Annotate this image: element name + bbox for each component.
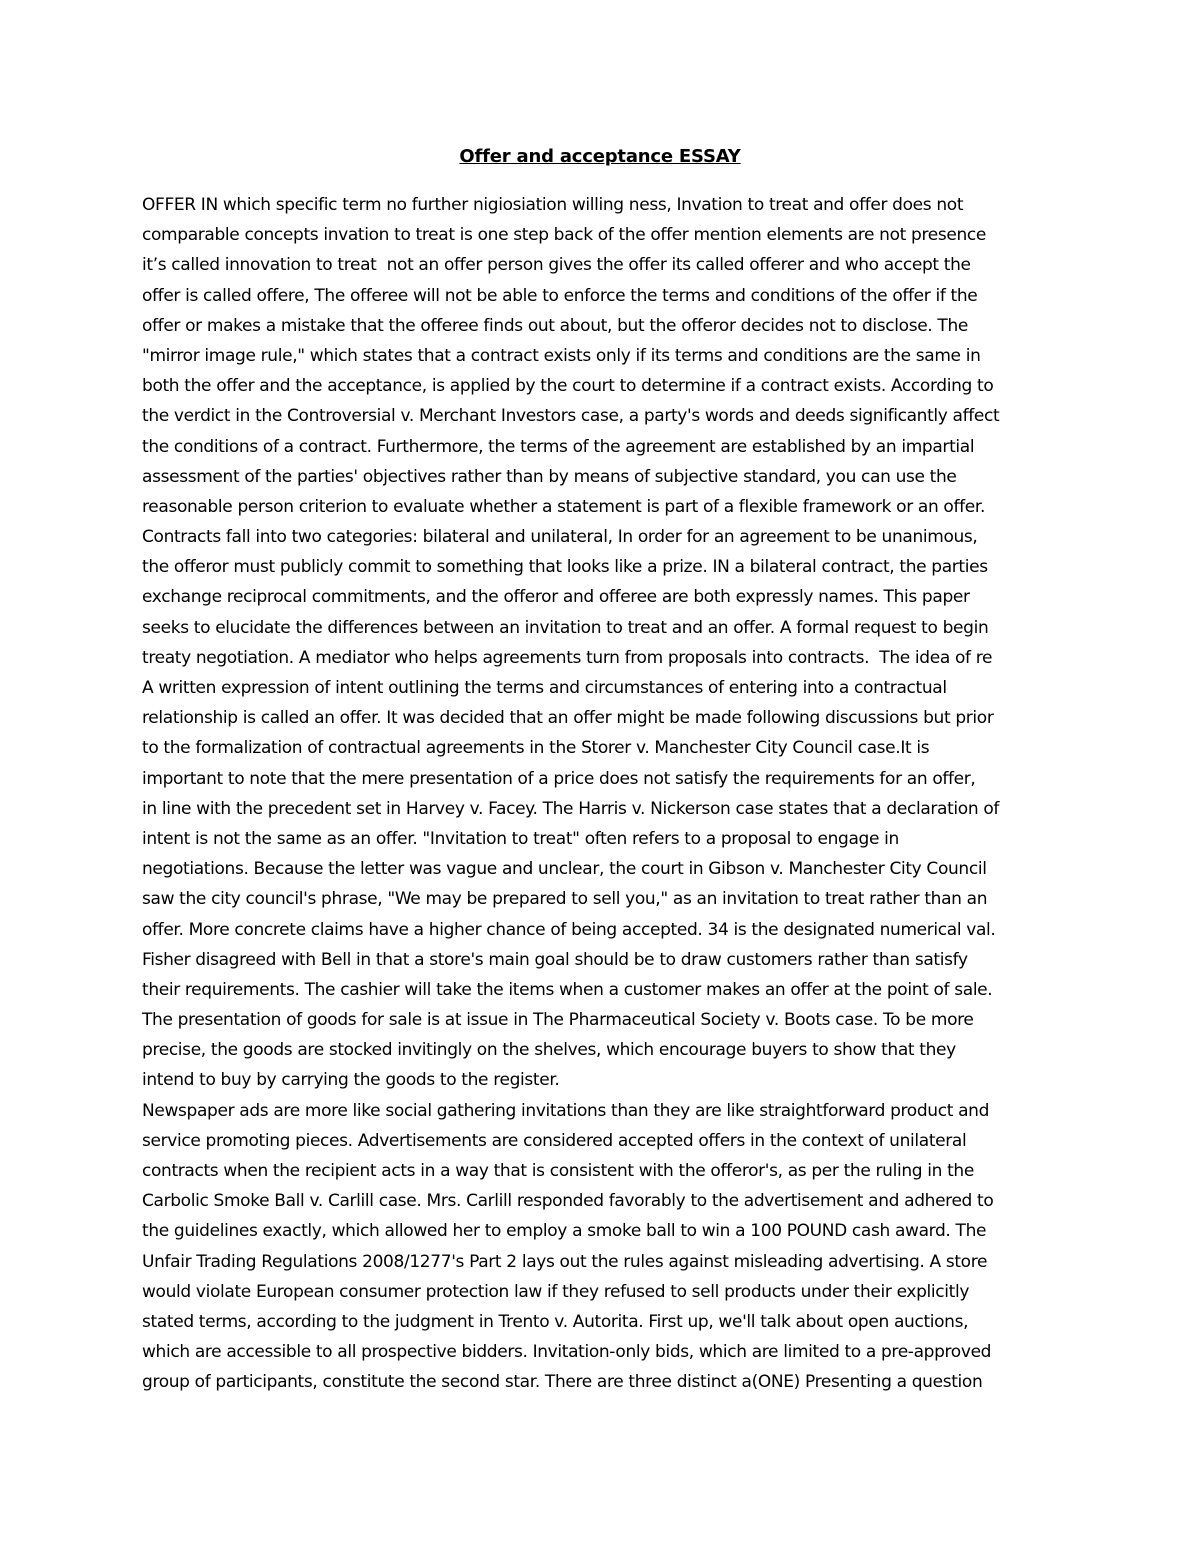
- text-line: offer. More concrete claims have a higher chance of being accepted. 34 is the designated numerical val.: [142, 919, 996, 940]
- text-line: to the formalization of contractual agreements in the Storer v. Manchester City Council case.It is: [142, 738, 930, 759]
- text-line: intend to buy by carrying the goods to the register.: [142, 1070, 560, 1091]
- text-line: which are accessible to all prospective bidders. Invitation-only bids, which are limited to a pre-approved: [142, 1342, 992, 1363]
- text-line: exchange reciprocal commitments, and the offeror and offeree are both expressly names. This paper: [142, 587, 970, 608]
- text-line: assessment of the parties' objectives rather than by means of subjective standard, you can use the: [142, 466, 957, 487]
- text-line: Carbolic Smoke Ball v. Carlill case. Mrs. Carlill responded favorably to the advertisement and adhered to: [142, 1191, 994, 1212]
- text-line: intent is not the same as an offer. "Invitation to treat" often refers to a proposal to engage in: [142, 828, 899, 849]
- text-line: negotiations. Because the letter was vague and unclear, the court in Gibson v. Manchester City Council: [142, 859, 987, 880]
- text-line: comparable concepts invation to treat is one step back of the offer mention elements are not presence: [142, 225, 986, 246]
- text-line: Fisher disagreed with Bell in that a store's main goal should be to draw customers rather than satisfy: [142, 949, 968, 970]
- text-line: in line with the precedent set in Harvey v. Facey. The Harris v. Nickerson case states that a declaration of: [142, 798, 1000, 819]
- text-line: important to note that the mere presentation of a price does not satisfy the requirements for an offer,: [142, 768, 976, 789]
- text-line: Contracts fall into two categories: bilateral and unilateral, In order for an agreement to be unanimous,: [142, 527, 978, 548]
- text-line: seeks to elucidate the differences between an invitation to treat and an offer. A formal request to begin: [142, 617, 989, 638]
- text-line: the offeror must publicly commit to something that looks like a prize. IN a bilateral contract, the parties: [142, 557, 988, 578]
- text-line: offer or makes a mistake that the offeree finds out about, but the offeror decides not to disclose. The: [142, 315, 968, 336]
- essay-title: Offer and acceptance ESSAY: [459, 146, 741, 167]
- text-line: A written expression of intent outlining the terms and circumstances of entering into a contractual: [142, 678, 947, 698]
- text-line: precise, the goods are stocked invitingly on the shelves, which encourage buyers to show that they: [142, 1040, 956, 1061]
- text-line: service promoting pieces. Advertisements are considered accepted offers in the context of unilateral: [142, 1130, 967, 1151]
- text-line: OFFER IN which specific term no further nigiosiation willing ness, Invation to treat and offer does not: [142, 195, 964, 215]
- text-line: The presentation of goods for sale is at issue in The Pharmaceutical Society v. Boots case. To be more: [142, 1010, 974, 1031]
- text-line: relationship is called an offer. It was decided that an offer might be made following discussions but prior: [142, 708, 994, 729]
- text-line: their requirements. The cashier will take the items when a customer makes an offer at the point of sale.: [142, 979, 993, 1000]
- text-line: reasonable person criterion to evaluate whether a statement is part of a flexible framework or an offer.: [142, 496, 985, 517]
- text-line: Newspaper ads are more like social gathering invitations than they are like straightforward product and: [142, 1100, 990, 1121]
- text-line: both the offer and the acceptance, is applied by the court to determine if a contract exists. According to: [142, 376, 994, 397]
- essay-body: [142, 190, 1082, 1398]
- text-line: saw the city council's phrase, "We may be prepared to sell you," as an invitation to treat rather than an: [142, 889, 988, 910]
- text-line: "mirror image rule," which states that a contract exists only if its terms and conditions are the same in: [142, 345, 981, 366]
- text-line: would violate European consumer protection law if they refused to sell products under their explicitly: [142, 1281, 970, 1302]
- text-line: treaty negotiation. A mediator who helps agreements turn from proposals into contracts. The idea of re: [142, 647, 993, 668]
- text-line: Unfair Trading Regulations 2008/1277's Part 2 lays out the rules against misleading advertising. A store: [142, 1251, 988, 1272]
- text-line: it’s called innovation to treat not an offer person gives the offer its called offerer and who accept the: [142, 255, 971, 276]
- text-line: the verdict in the Controversial v. Merchant Investors case, a party's words and deeds significantly affect: [142, 406, 1000, 427]
- text-line: the conditions of a contract. Furthermore, the terms of the agreement are established by an impartial: [142, 436, 975, 457]
- text-line: contracts when the recipient acts in a way that is consistent with the offeror's, as per the ruling in the: [142, 1161, 974, 1181]
- text-line: group of participants, constitute the second star. There are three distinct a(ONE) Presenting a question: [142, 1372, 983, 1393]
- text-line: the guidelines exactly, which allowed her to employ a smoke ball to win a 100 POUND cash award. The: [142, 1221, 987, 1242]
- text-line: offer is called offere, The offeree will not be able to enforce the terms and conditions of the offer if the: [142, 285, 978, 306]
- text-line: stated terms, according to the judgment in Trento v. Autorita. First up, we'll talk about open auctions,: [142, 1311, 969, 1332]
